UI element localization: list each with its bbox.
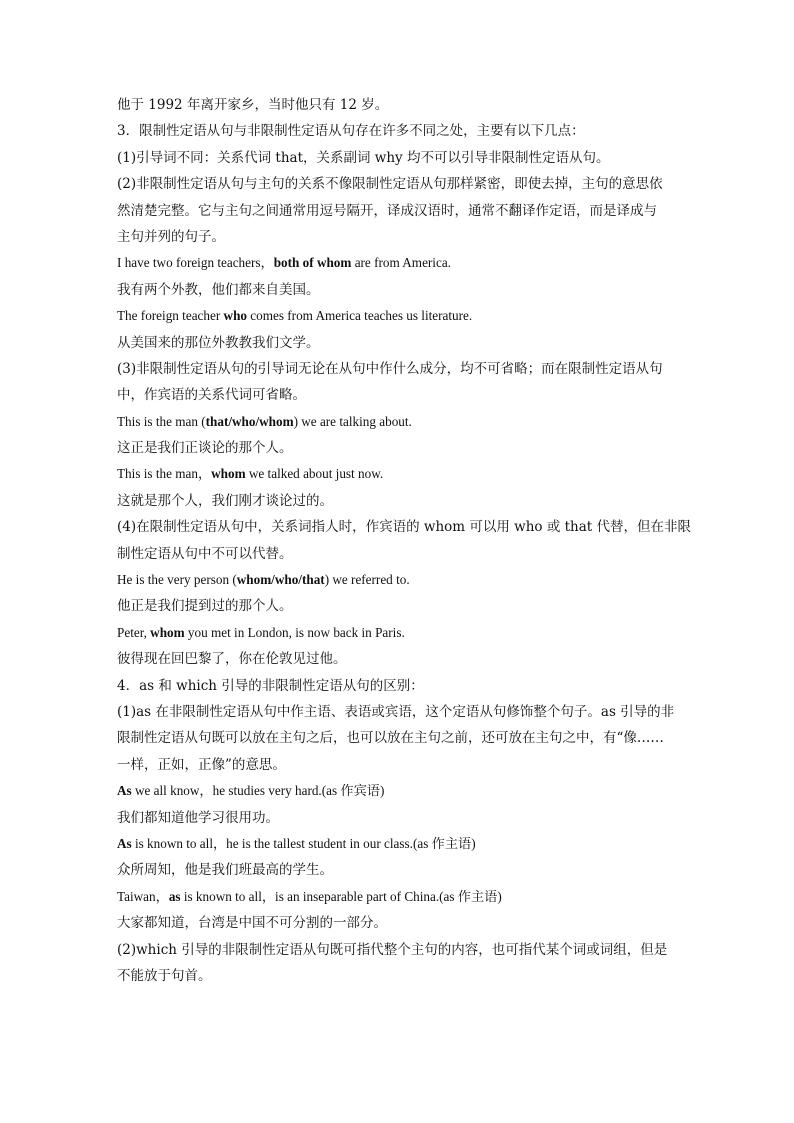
bold-keyword: whom bbox=[211, 466, 246, 482]
text-line bbox=[117, 382, 683, 408]
text-segment: is known to all，is an inseparable part of China.(as 作主语) bbox=[180, 888, 502, 904]
example-sentence-line bbox=[117, 303, 683, 329]
text-line bbox=[117, 963, 683, 989]
text-line bbox=[117, 646, 683, 672]
text-segment: This is the man， bbox=[117, 466, 212, 482]
text-segment: 这正是我们正谈论的那个人。 bbox=[117, 440, 293, 457]
text-segment: are from America. bbox=[351, 255, 451, 271]
text-segment: (1)引导词不同：关系代词 that，关系副词 why 均不可以引导非限制性定语从句。 bbox=[117, 149, 610, 166]
text-segment: 彼得现在回巴黎了，你在伦敦见过他。 bbox=[117, 651, 347, 668]
text-line bbox=[117, 488, 683, 514]
text-line bbox=[117, 118, 683, 144]
text-segment: 这就是那个人，我们刚才谈论过的。 bbox=[117, 492, 333, 509]
text-line bbox=[117, 910, 683, 936]
text-segment: 从美国来的那位外教教我们文学。 bbox=[117, 334, 320, 351]
text-line bbox=[117, 752, 683, 778]
text-segment: is known to all，he is the tallest student in our class.(as 作主语) bbox=[131, 835, 476, 851]
example-sentence-line bbox=[117, 409, 683, 435]
bold-keyword: that/who/whom bbox=[205, 413, 294, 429]
text-segment: we talked about just now. bbox=[245, 466, 384, 482]
text-line bbox=[117, 673, 683, 699]
text-segment: Peter, bbox=[117, 624, 151, 640]
text-line bbox=[117, 435, 683, 461]
bold-keyword: As bbox=[117, 835, 132, 851]
bold-keyword: As bbox=[117, 783, 132, 799]
text-segment: 我们都知道他学习很用功。 bbox=[117, 809, 279, 826]
text-line bbox=[117, 277, 683, 303]
text-line bbox=[117, 593, 683, 619]
example-sentence-line bbox=[117, 778, 683, 804]
text-line bbox=[117, 937, 683, 963]
text-segment: 中，作宾语的关系代词可省略。 bbox=[117, 387, 306, 404]
text-segment: comes from America teaches us literature. bbox=[247, 308, 473, 324]
text-segment: I have two foreign teachers， bbox=[117, 255, 274, 271]
text-line bbox=[117, 145, 683, 171]
text-segment: 3．限制性定语从句与非限制性定语从句存在许多不同之处，主要有以下几点： bbox=[117, 123, 585, 140]
text-segment: 主句并列的句子。 bbox=[117, 228, 225, 245]
example-sentence-line bbox=[117, 884, 683, 910]
text-line bbox=[117, 725, 683, 751]
text-segment: He is the very person ( bbox=[117, 572, 237, 588]
text-segment: The foreign teacher bbox=[117, 308, 224, 324]
example-sentence-line bbox=[117, 461, 683, 487]
text-segment: (4)在限制性定语从句中，关系词指人时，作宾语的 whom 可以用 who 或 that 代替，但在非限 bbox=[117, 519, 692, 536]
text-segment: 不能放于句首。 bbox=[117, 967, 212, 984]
bold-keyword: who bbox=[223, 308, 247, 324]
text-line bbox=[117, 541, 683, 567]
text-line bbox=[117, 224, 683, 250]
example-sentence-line bbox=[117, 620, 683, 646]
text-line bbox=[117, 805, 683, 831]
text-line bbox=[117, 92, 683, 118]
text-segment: (1)as 在非限制性定语从句中作主语、表语或宾语，这个定语从句修饰整个句子。as 引导的非 bbox=[117, 703, 675, 720]
text-segment: (3)非限制性定语从句的引导词无论在从句中作什么成分，均不可省略；而在限制性定语从句 bbox=[117, 360, 663, 377]
text-line bbox=[117, 330, 683, 356]
text-segment: ) we are talking about. bbox=[293, 413, 412, 429]
text-segment: 众所周知，他是我们班最高的学生。 bbox=[117, 862, 333, 879]
example-sentence-line bbox=[117, 831, 683, 857]
text-line bbox=[117, 171, 683, 197]
text-segment: ) we referred to. bbox=[324, 572, 410, 588]
text-segment: we all know，he studies very hard.(as 作宾语) bbox=[131, 783, 385, 799]
text-segment: 一样，正如，正像”的意思。 bbox=[117, 756, 286, 773]
text-segment: you met in London, is now back in Paris. bbox=[184, 624, 405, 640]
text-line bbox=[117, 514, 692, 540]
bold-keyword: both of whom bbox=[273, 255, 352, 271]
text-segment: This is the man ( bbox=[117, 413, 206, 429]
text-segment: 我有两个外教，他们都来自美国。 bbox=[117, 281, 320, 298]
text-line bbox=[117, 857, 683, 883]
example-sentence-line bbox=[117, 567, 683, 593]
text-segment: (2)非限制性定语从句与主句的关系不像限制性定语从句那样紧密，即使去掉，主句的意思依 bbox=[117, 176, 663, 193]
example-sentence-line bbox=[117, 250, 683, 276]
bold-keyword: as bbox=[168, 888, 181, 904]
text-segment: 大家都知道，台湾是中国不可分割的一部分。 bbox=[117, 915, 387, 932]
text-line bbox=[117, 198, 683, 224]
text-line bbox=[117, 356, 683, 382]
text-segment: (2)which 引导的非限制性定语从句既可指代整个主句的内容，也可指代某个词或词组，但是 bbox=[117, 941, 668, 958]
text-segment: Taiwan， bbox=[117, 888, 169, 904]
text-segment: 他正是我们提到过的那个人。 bbox=[117, 598, 293, 615]
text-segment: 4．as 和 which 引导的非限制性定语从句的区别： bbox=[117, 677, 424, 694]
bold-keyword: whom bbox=[150, 624, 185, 640]
text-segment: 限制性定语从句既可以放在主句之后，也可以放在主句之前，还可放在主句之中，有“像…… bbox=[117, 730, 664, 747]
text-line bbox=[117, 699, 683, 725]
document-body bbox=[117, 92, 692, 989]
text-segment: 他于 1992 年离开家乡，当时他只有 12 岁。 bbox=[117, 97, 389, 113]
text-segment: 制性定语从句中不可以代替。 bbox=[117, 545, 293, 562]
bold-keyword: whom/who/that bbox=[236, 572, 325, 588]
text-segment: 然清楚完整。它与主句之间通常用逗号隔开，译成汉语时，通常不翻译作定语，而是译成与 bbox=[117, 202, 657, 219]
